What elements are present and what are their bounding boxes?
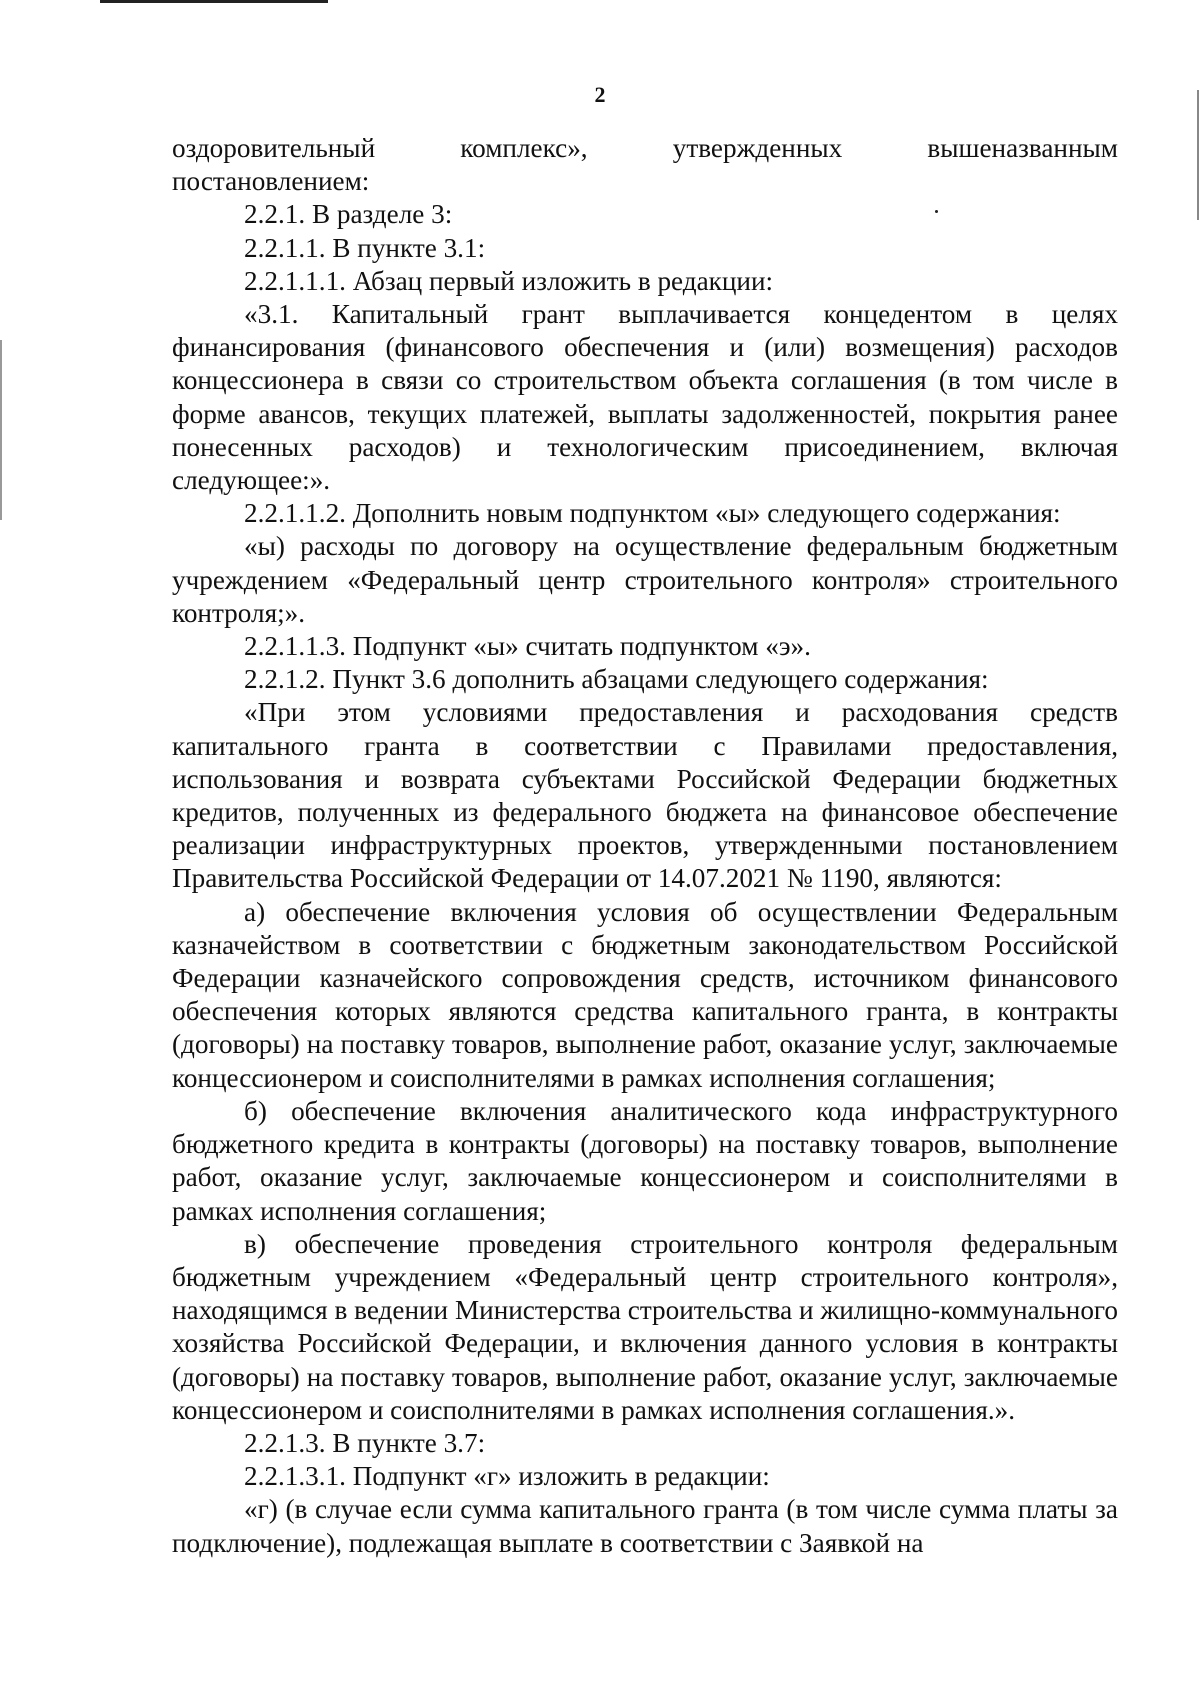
paragraph-2-2-1: 2.2.1. В разделе 3: — [244, 199, 453, 230]
paragraph-quote-y: «ы) расходы по договору на осуществление федеральным бюджетным учреждением «Федеральный центр строительного контроля» строительного контроля;». — [172, 531, 1118, 628]
scan-edge-mark-right — [1197, 90, 1199, 220]
paragraph-quote-conditions: «При этом условиями предоставления и расходования средств капитального гранта в соответствии с Правилами предоставления, использования и возврата субъектами Российской Федерации бюджетных кредитов, полученных из федерального бюджета на финансовое обеспечение реализации инфраструктурных проектов, утвержденными постановлением Правительства Российской Федерации от 14.07.2021 № 1190, являются: — [172, 697, 1118, 894]
paragraph-continuation-end: постановлением: — [172, 166, 370, 197]
paragraph-quote-g: «г) (в случае если сумма капитального гранта (в том числе сумма платы за подключение), подлежащая выплате в соответствии с Заявкой на — [172, 1494, 1118, 1558]
paragraph-2-2-1-1: 2.2.1.1. В пункте 3.1: — [244, 232, 486, 263]
paragraph-2-2-1-3-1: 2.2.1.3.1. Подпункт «г» изложить в редакции: — [244, 1461, 770, 1492]
scan-edge-mark-left — [0, 340, 2, 520]
paragraph-2-2-1-3: 2.2.1.3. В пункте 3.7: — [244, 1427, 486, 1458]
paragraph-2-2-1-1-3: 2.2.1.1.3. Подпункт «ы» считать подпунктом «э». — [244, 631, 811, 662]
paragraph-2-2-1-1-2: 2.2.1.1.2. Дополнить новым подпунктом «ы» следующего содержания: — [244, 498, 1061, 529]
paragraph-quote-3-1: «3.1. Капитальный грант выплачивается концедентом в целях финансирования (финансового обеспечения и (или) возмещения) расходов концессионера в связи со строительством объекта соглашения (в том числе в форме авансов, текущих платежей, выплаты задолженностей, покрытия ранее понесенных расходов) и технологическим присоединением, включая следующее:». — [172, 299, 1118, 496]
paragraph-continuation: оздоровительный комплекс», утвержденных вышеназванным — [172, 133, 1118, 163]
paragraph-2-2-1-1-1: 2.2.1.1.1. Абзац первый изложить в редакции: — [244, 265, 774, 296]
paragraph-item-a: а) обеспечение включения условия об осуществлении Федеральным казначейством в соответствии с бюджетным законодательством Российской Федерации казначейского сопровождения средств, источником финансового обеспечения которых являются средства капитального гранта, в контракты (договоры) на поставку товаров, выполнение работ, оказание услуг, заключаемые концессионером и соисполнителями в рамках исполнения соглашения; — [172, 896, 1118, 1093]
paragraph-2-2-1-2: 2.2.1.2. Пункт 3.6 дополнить абзацами следующего содержания: — [244, 664, 989, 695]
paragraph-item-v: в) обеспечение проведения строительного контроля федеральным бюджетным учреждением «Федеральный центр строительного контроля», находящимся в ведении Министерства строительства и жилищно-коммунального хозяйства Российской Федерации, и включения данного условия в контракты (договоры) на поставку товаров, выполнение работ, оказание услуг, заключаемые концессионером и соисполнителями в рамках исполнения соглашения.». — [172, 1228, 1118, 1425]
scan-edge-mark-top — [100, 0, 328, 3]
page-number: 2 — [594, 82, 606, 107]
paragraph-item-b: б) обеспечение включения аналитического кода инфраструктурного бюджетного кредита в контракты (договоры) на поставку товаров, выполнение работ, оказание услуг, заключаемые концессионером и соисполнителями в рамках исполнения соглашения; — [172, 1095, 1118, 1226]
document-body — [172, 132, 1118, 1560]
